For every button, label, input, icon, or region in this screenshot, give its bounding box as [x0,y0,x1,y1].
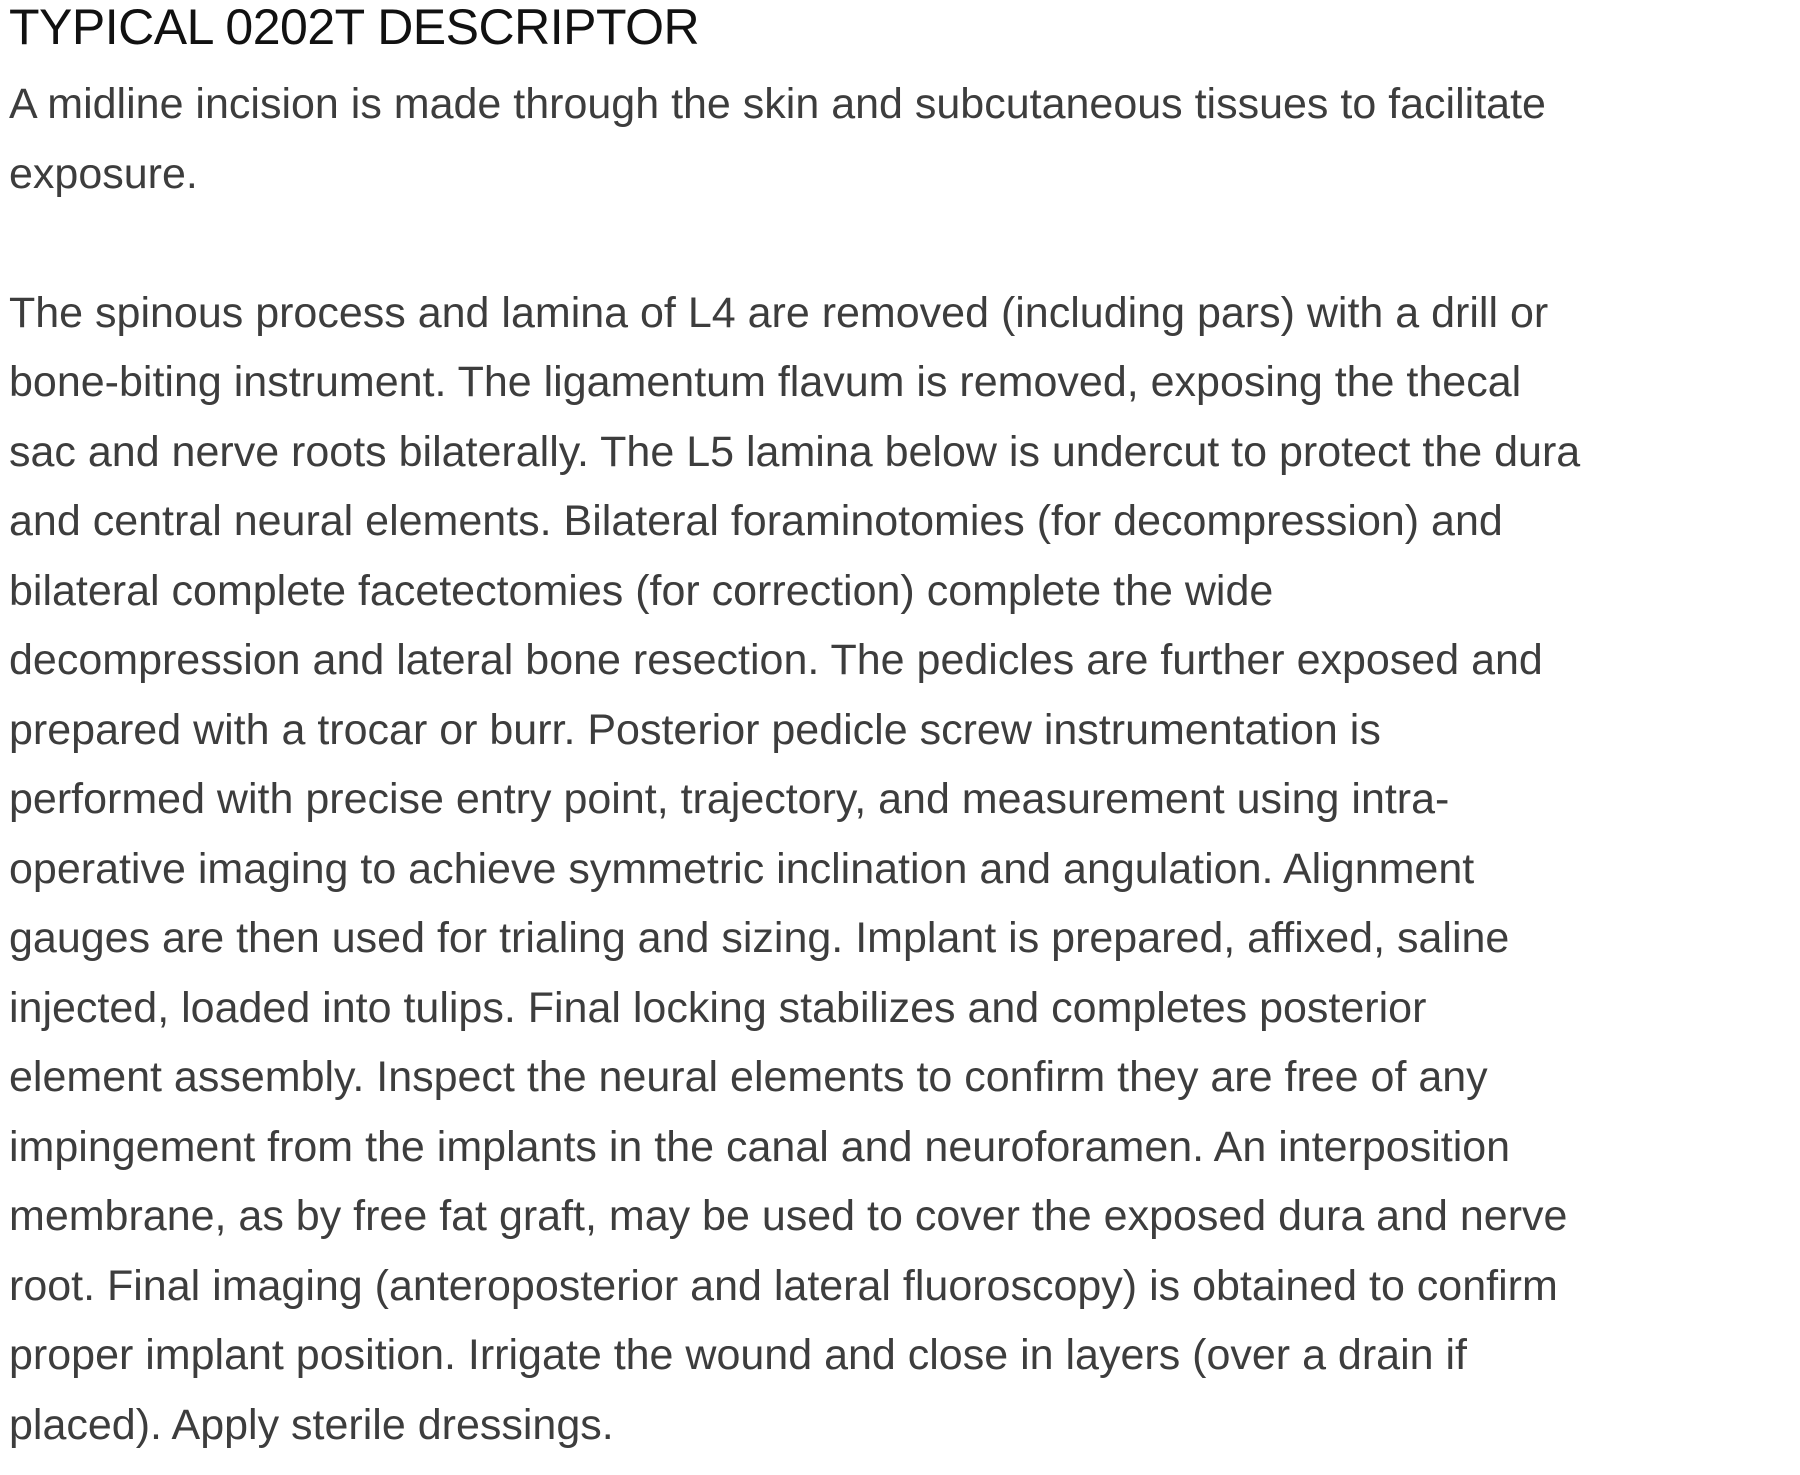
text-line: root. Final imaging (anteroposterior and lateral fluoroscopy) is obtained to confirm [9,1261,1558,1310]
text-line: proper implant position. Irrigate the wound and close in layers (over a drain if [9,1331,1467,1379]
text-line: bone-biting instrument. The ligamentum flavum is removed, exposing the thecal [9,358,1522,406]
text-line: exposure. [9,149,198,198]
text-line: The spinous process and lamina of L4 are removed (including pars) with a drill or [9,288,1549,337]
text-line: membrane, as by free fat graft, may be used to cover the exposed dura and nerve [9,1192,1568,1240]
text-line: element assembly. Inspect the neural elements to confirm they are free of any [9,1053,1488,1101]
text-line: placed). Apply sterile dressings. [9,1400,614,1449]
text-line: impingement from the implants in the canal and neuroforamen. An interposition [9,1122,1511,1171]
text-line: sac and nerve roots bilaterally. The L5 lamina below is undercut to protect the dura [9,427,1581,476]
text-line: gauges are then used for trialing and sizing. Implant is prepared, affixed, saline [9,914,1510,962]
text-line: performed with precise entry point, trajectory, and measurement using intra- [9,775,1450,823]
paragraph-spacer [9,209,1789,279]
text-line: bilateral complete facetectomies (for correction) complete the wide [9,566,1274,615]
text-line: injected, loaded into tulips. Final locking stabilizes and completes posterior [9,983,1427,1032]
text-line: and central neural elements. Bilateral foraminotomies (for decompression) and [9,497,1503,545]
document [9,0,1789,1460]
text-line: operative imaging to achieve symmetric inclination and angulation. Alignment [9,844,1475,893]
document-title: TYPICAL 0202T DESCRIPTOR [9,0,700,50]
text-line: A midline incision is made through the skin and subcutaneous tissues to facilitate [9,80,1546,128]
paragraph-incision [9,70,1789,209]
text-line: decompression and lateral bone resection. The pedicles are further exposed and [9,636,1543,684]
paragraph-procedure [9,279,1789,1461]
text-line: prepared with a trocar or burr. Posterior pedicle screw instrumentation is [9,705,1381,754]
